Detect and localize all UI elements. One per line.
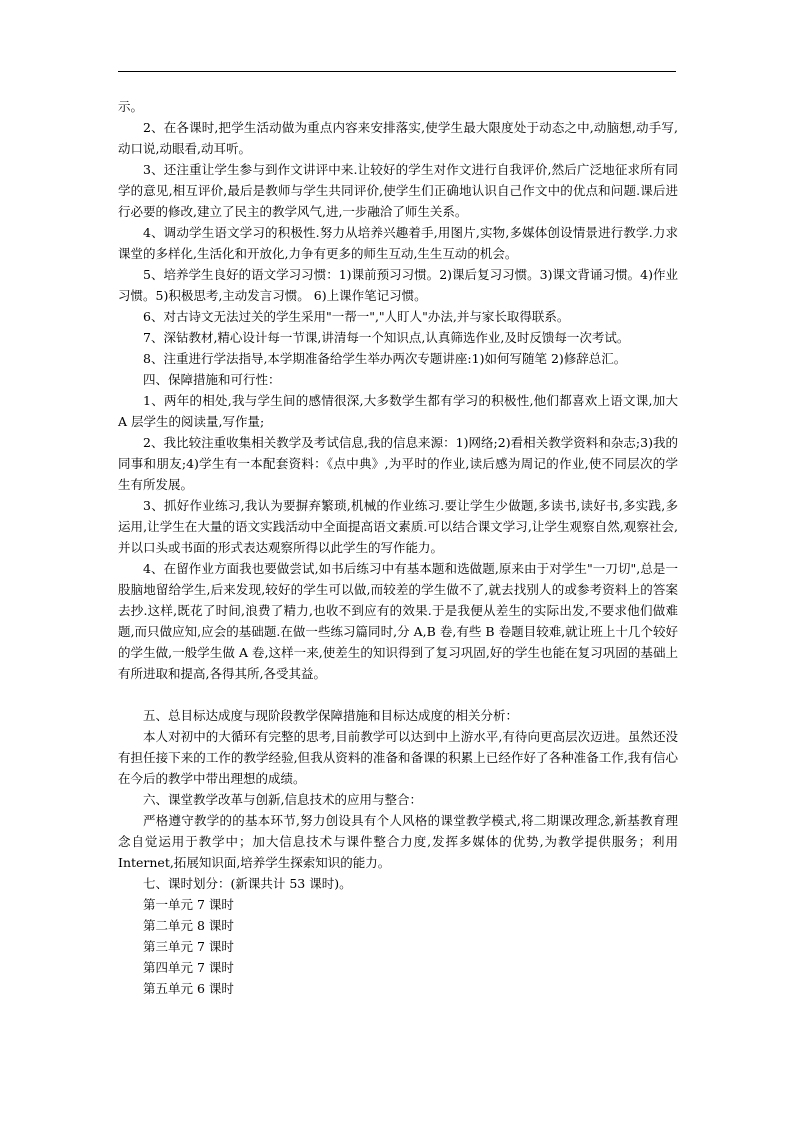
blank-line bbox=[118, 684, 678, 705]
paragraph: 2、在各课时,把学生活动做为重点内容来安排落实,使学生最大限度处于动态之中,动脑想,动手写,动口说,动眼看,动耳听。 bbox=[118, 120, 678, 156]
paragraph: 7、深钻教材,精心设计每一节课,讲清每一个知识点,认真筛选作业,及时反馈每一次考试。 bbox=[143, 330, 630, 345]
paragraph: 第二单元 8 课时 bbox=[143, 918, 234, 933]
paragraph: 8、注重进行学法指导,本学期准备给学生举办两次专题讲座:1)如何写随笔 2)修辞总汇。 bbox=[143, 351, 627, 366]
paragraph: 2、我比较注重收集相关教学及考试信息,我的信息来源：1)网络;2)看相关教学资料和杂志;3)我的同事和朋友;4)学生有一本配套资料：《点中典》,为平时的作业,读后感为周记的作业,使不同层次的学生有所发展。 bbox=[118, 435, 678, 492]
paragraph: 3、还注重让学生参与到作文讲评中来.让较好的学生对作文进行自我评价,然后广泛地征求所有同学的意见,相互评价,最后是教师与学生共同评价,使学生们正确地认识自己作文中的优点和问题.课后进行必要的修改,建立了民主的教学风气,进,一步融洽了师生关系。 bbox=[118, 162, 678, 219]
paragraph: 示。 bbox=[118, 99, 144, 114]
paragraph: 4、调动学生语文学习的积极性.努力从培养兴趣着手,用图片,实物,多媒体创设情景进行教学.力求课堂的多样化,生活化和开放化,力争有更多的师生互动,生生互动的机会。 bbox=[118, 225, 678, 261]
paragraph: 3、抓好作业练习,我认为要摒弃繁琐,机械的作业练习.要让学生少做题,多读书,读好书,多实践,多运用,让学生在大量的语文实践活动中全面提高语文素质.可以结合课文学习,让学生观察自然,观察社会,并以口头或书面的形式表达观察所得以此学生的写作能力。 bbox=[118, 498, 678, 555]
paragraph: 六、课堂教学改革与创新,信息技术的应用与整合： bbox=[143, 792, 422, 807]
paragraph: 第一单元 7 课时 bbox=[143, 897, 234, 912]
paragraph: 四、保障措施和可行性： bbox=[143, 372, 281, 387]
paragraph: 6、对古诗文无法过关的学生采用"一帮一","人盯人"办法,并与家长取得联系。 bbox=[143, 309, 570, 324]
paragraph: 第三单元 7 课时 bbox=[143, 939, 234, 954]
paragraph: 五、总目标达成度与现阶段教学保障措施和目标达成度的相关分析： bbox=[143, 708, 519, 723]
document-body bbox=[118, 96, 678, 999]
paragraph: 第五单元 6 课时 bbox=[143, 981, 234, 996]
paragraph: 严格遵守教学的的基本环节,努力创设具有个人风格的课堂教学模式,将二期课改理念,新基教育理念自觉运用于教学中；加大信息技术与课件整合力度,发挥多媒体的优势,为教学提供服务；利用 Internet,拓展知识面,培养学生探索知识的能力。 bbox=[118, 813, 678, 870]
paragraph: 本人对初中的大循环有完整的思考,目前教学可以达到中上游水平,有待向更高层次迈进。虽然还没有担任接下来的工作的教学经验,但我从资料的准备和备课的积累上已经作好了各种准备工作,我有信心在今后的教学中带出理想的成绩。 bbox=[118, 729, 678, 786]
paragraph: 5、培养学生良好的语文学习习惯：1)课前预习习惯。2)课后复习习惯。3)课文背诵习惯。4)作业习惯。5)积极思考,主动发言习惯。 6)上课作笔记习惯。 bbox=[118, 267, 678, 303]
paragraph: 第四单元 7 课时 bbox=[143, 960, 234, 975]
paragraph: 七、课时划分：(新课共计 53 课时)。 bbox=[143, 876, 352, 891]
header-rule bbox=[118, 71, 676, 72]
paragraph: 1、两年的相处,我与学生间的感情很深,大多数学生都有学习的积极性,他们都喜欢上语文课,加大 A 层学生的阅读量,写作量; bbox=[118, 393, 678, 429]
paragraph: 4、在留作业方面我也要做尝试,如书后练习中有基本题和选做题,原来由于对学生"一刀切",总是一股脑地留给学生,后来发现,较好的学生可以做,而较差的学生做不了,就去找别人的或参考资料上的答案去抄.这样,既花了时间,浪费了精力,也收不到应有的效果.于是我便从差生的实际出发,不要求他们做难题,而只做应知,应会的基础题.在做一些练习篇同时,分 A,B 卷,有些 B 卷题目较难,就让班上十几个较好的学生做,一般学生做 A 卷,这样一来,使差生的知识得到了复习巩固,好的学生也能在复习巩固的基础上有所进取和提高,各得其所,各受其益。 bbox=[118, 561, 678, 681]
